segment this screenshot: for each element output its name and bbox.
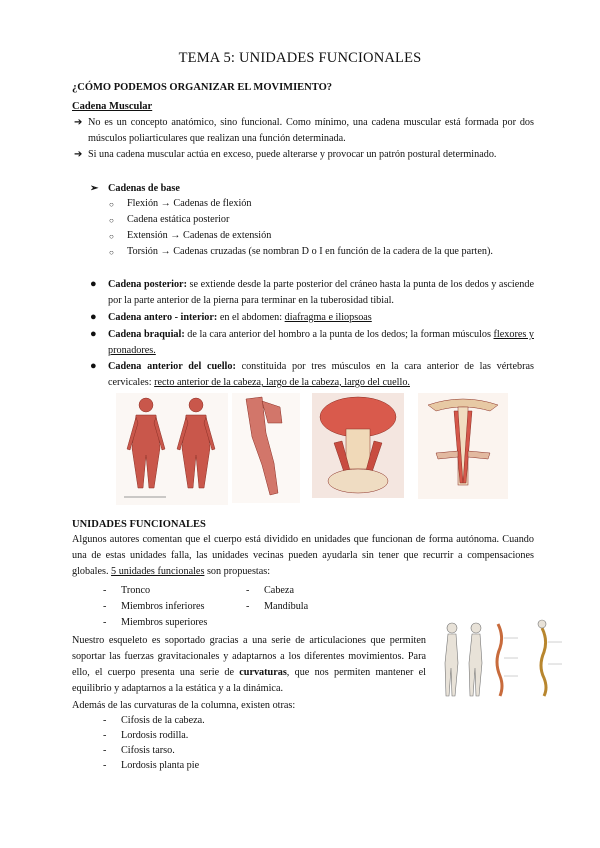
other-curvature-item — [103, 758, 200, 774]
section-heading-movement: ¿CÓMO PODEMOS ORGANIZAR EL MOVIMIENTO? — [72, 82, 332, 93]
curvature-label: Cifosis de la cabeza. — [121, 715, 205, 726]
intro-text: Algunos autores comentan que el cuerpo está dividido en unidades que funcionan de forma autónoma. Cuando una de estas unidades falla, las unidades vecinas pueden ayudarla sin tener que recurrir a compensaciones globales. — [72, 534, 534, 577]
bullet-bold: Cadena posterior: — [108, 279, 187, 290]
arrow-item-1 — [74, 115, 534, 147]
dash-marker: - — [103, 601, 107, 612]
bullet-dot-icon: ● — [90, 278, 97, 290]
bullet-text: en el abdomen: — [217, 312, 285, 323]
base-item-4 — [109, 244, 534, 260]
dash-marker: - — [103, 617, 107, 628]
skeleton-bold: curvaturas — [239, 667, 287, 678]
unit-label: Cabeza — [264, 585, 294, 596]
unit-label: Tronco — [121, 585, 151, 596]
bullet-dot-icon: ● — [90, 311, 97, 323]
circle-bullet-icon: ○ — [109, 216, 114, 225]
base-item-text: Cadena estática posterior — [127, 214, 230, 225]
base-item-2 — [109, 212, 527, 228]
bullet-text: se extiende desde la parte posterior del cráneo hasta la punta de los dedos y asciende por la parte anterior de la pierna para terminar en la tuberosidad tibial. — [108, 279, 534, 306]
bullet-bold: Cadena antero - interior: — [108, 312, 218, 323]
other-curvature-item — [103, 743, 175, 759]
dash-marker: - — [103, 585, 107, 596]
dash-marker: - — [103, 745, 107, 756]
bullet-bold: Cadena braquial: — [108, 329, 185, 340]
spinal-curvatures-figure — [438, 618, 572, 700]
base-item-3 — [109, 228, 527, 244]
section-heading-functional-units: UNIDADES FUNCIONALES — [72, 519, 206, 530]
arrow-item-text: Si una cadena muscular actúa en exceso, puede alterarse y provocar un patrón postural determinado. — [88, 149, 497, 160]
dash-marker: - — [103, 715, 107, 726]
base-chains-label: Cadenas de base — [108, 183, 180, 194]
arrow-item-text: No es un concepto anatómico, sino funcional. Como mínimo, una cadena muscular está formada por dos músculos poliarticulares que realizan una función determinada. — [88, 117, 534, 144]
skeleton-text-end: , que nos permiten mantener el equilibrio y adaptarnos a la estática y a la dinámica. — [72, 667, 426, 694]
unit-item-trunk — [103, 583, 151, 599]
unit-item-jaw — [246, 599, 309, 615]
page-title: TEMA 5: UNIDADES FUNCIONALES — [178, 50, 422, 66]
base-item-text: Torsión → Cadenas cruzadas (se nombran D o I en función de la cadera de la que parten). — [127, 246, 493, 257]
base-item-text: Extensión → Cadenas de extensión — [127, 230, 272, 241]
circle-bullet-icon: ○ — [109, 232, 114, 241]
unit-label: Miembros inferiores — [121, 601, 205, 612]
bullet-brachial-chain — [90, 327, 534, 359]
brachial-chain-figure — [232, 393, 300, 503]
circle-bullet-icon: ○ — [109, 200, 114, 209]
intro-text-end: son propuestas: — [204, 566, 271, 577]
skeleton-text: Nuestro esqueleto es soportado gracias a una serie de articulaciones que permiten soportar las fuerzas gravitacionales y adaptarnos a los diferentes movimientos. Para ello, el cuerpo presenta una serie de — [72, 635, 426, 678]
dash-marker: - — [246, 585, 250, 596]
anterior-neck-chain-figure — [418, 393, 508, 499]
bullet-text: constituida por tres músculos en la cara anterior de las vértebras cervicales: — [108, 361, 534, 388]
bullet-underlined: recto anterior de la cabeza, largo de la cabeza, largo del cuello. — [154, 377, 410, 388]
anterior-interior-chain-figure — [312, 393, 404, 498]
intro-underlined: 5 unidades funcionales — [111, 566, 205, 577]
bullet-posterior-chain — [90, 277, 534, 309]
other-curvature-item — [103, 713, 205, 729]
arrow-item-2 — [74, 147, 534, 163]
bullet-dot-icon: ● — [90, 360, 97, 372]
curvature-label: Lordosis planta pie — [121, 760, 200, 771]
circle-bullet-icon: ○ — [109, 248, 114, 257]
other-curvatures-intro: Además de las curvaturas de la columna, existen otras: — [72, 700, 296, 711]
bullet-underlined: flexores y pronadores. — [108, 329, 534, 356]
curvature-label: Cifosis tarso. — [121, 745, 175, 756]
skeleton-paragraph — [72, 633, 426, 697]
bullet-dot-icon: ● — [90, 328, 97, 340]
bullet-text: de la cara anterior del hombro a la punta de los dedos; la forman músculos — [184, 329, 494, 340]
base-item-text: Flexión → Cadenas de flexión — [127, 198, 252, 209]
base-chains-heading — [90, 181, 180, 197]
unit-item-head — [246, 583, 294, 599]
bullet-underlined: diafragma e iliopsoas — [284, 312, 372, 323]
bullet-anterior-interior-chain — [90, 310, 534, 326]
unit-item-upper-limbs — [103, 615, 208, 631]
other-curvature-item — [103, 728, 189, 744]
curvature-label: Lordosis rodilla. — [121, 730, 189, 741]
arrow-icon: ➔ — [74, 149, 83, 160]
bullet-neck-chain — [90, 359, 534, 391]
bullet-bold: Cadena anterior del cuello: — [108, 361, 236, 372]
unit-item-lower-limbs — [103, 599, 205, 615]
arrow-icon: ➔ — [74, 117, 83, 128]
muscle-chain-posterior-figure — [116, 393, 228, 505]
base-item-1 — [109, 196, 527, 212]
dash-marker: - — [103, 760, 107, 771]
functional-units-intro — [72, 532, 534, 580]
arrowhead-icon: ➢ — [90, 183, 99, 194]
unit-label: Miembros superiores — [121, 617, 208, 628]
dash-marker: - — [103, 730, 107, 741]
unit-label: Mandíbula — [264, 601, 309, 612]
dash-marker: - — [246, 601, 250, 612]
subheading-muscle-chain: Cadena Muscular — [72, 101, 153, 112]
